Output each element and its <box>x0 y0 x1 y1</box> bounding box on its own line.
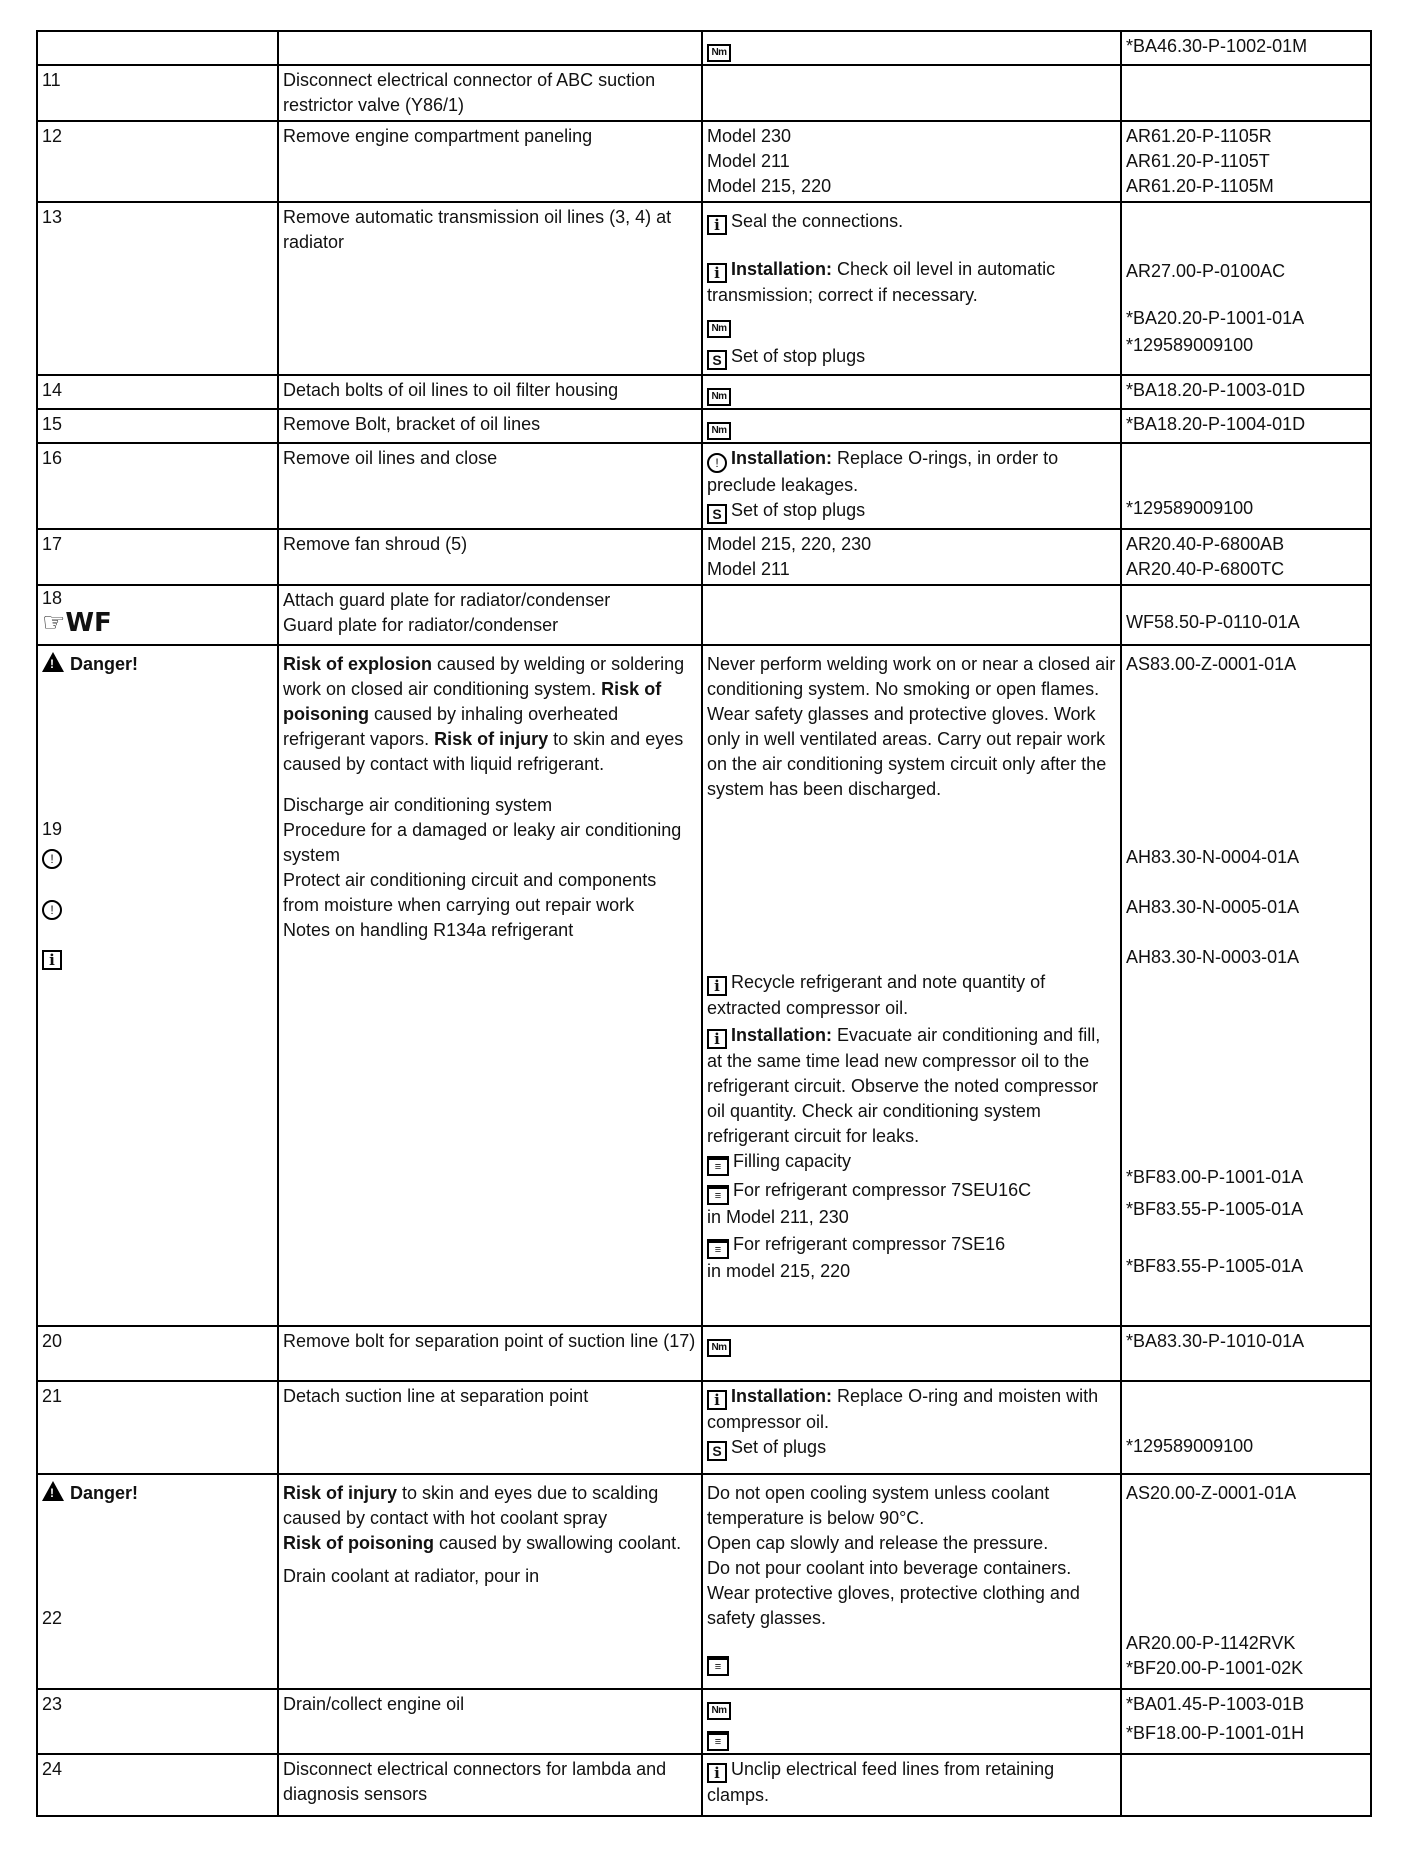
ref-cell <box>1121 529 1371 585</box>
installation-label: Installation: <box>731 259 833 279</box>
info-icon: i <box>42 950 62 970</box>
ref-text[interactable]: AR61.20-P-1105T <box>1126 151 1270 171</box>
table-row <box>37 529 1371 585</box>
ref-text[interactable]: *BF18.00-P-1001-01H <box>1126 1723 1305 1743</box>
operation-text: Procedure for a damaged or leaky air conditioning system <box>283 820 682 865</box>
ref-cell <box>1121 645 1371 1326</box>
model-note: Model 215, 220, 230 <box>707 534 872 554</box>
danger-note: Do not pour coolant into beverage containers. <box>707 1558 1072 1578</box>
ref-cell <box>1121 1474 1371 1689</box>
danger-note: Open cap slowly and release the pressure. <box>707 1533 1049 1553</box>
table-row <box>37 409 1371 443</box>
torque-icon: Nm <box>707 44 731 62</box>
note-cell <box>702 645 1121 1326</box>
operation-cell: Remove engine compartment paneling <box>278 121 702 202</box>
note-cell <box>702 1754 1121 1816</box>
ref-text[interactable]: *129589009100 <box>1126 1436 1254 1456</box>
operation-cell: Remove Bolt, bracket of oil lines <box>278 409 702 443</box>
ref-text[interactable]: AR61.20-P-1105R <box>1126 126 1272 146</box>
operation-text: Drain coolant at radiator, pour in <box>283 1566 540 1586</box>
note-text: Set of stop plugs <box>731 500 866 520</box>
installation-label: Installation: <box>731 1386 833 1406</box>
note-text: Unclip electrical feed lines from retaining clamps. <box>707 1759 1055 1805</box>
risk-label: Risk of injury <box>434 729 549 749</box>
step-cell: 11 <box>37 65 278 121</box>
ref-text[interactable]: *BF20.00-P-1001-02K <box>1126 1658 1304 1678</box>
note-text: Filling capacity <box>733 1151 852 1171</box>
installation-label: Installation: <box>731 1025 833 1045</box>
operation-text: Protect air conditioning circuit and components from moisture when carrying out repair work <box>283 870 657 915</box>
operation-cell: Detach bolts of oil lines to oil filter housing <box>278 375 702 409</box>
table-row <box>37 1326 1371 1381</box>
step-cell: 16 <box>37 443 278 529</box>
note-text: Replace O-ring and moisten with compressor oil. <box>707 1386 1099 1432</box>
operation-cell <box>278 1474 702 1689</box>
torque-icon: Nm <box>707 388 731 406</box>
ref-text[interactable]: *BA20.20-P-1001-01A <box>1126 308 1305 328</box>
info-icon: i <box>707 1029 727 1049</box>
step-number: 19 <box>42 819 63 839</box>
operation-cell: Disconnect electrical connectors for lambda and diagnosis sensors <box>278 1754 702 1816</box>
risk-text: caused by inhaling overheated refrigerant vapors. <box>283 704 619 749</box>
table-row <box>37 375 1371 409</box>
note-text: Evacuate air conditioning and fill, at the same time lead new compressor oil to the refrigerant circuit. Observe the noted compressor oil quantity. Check air conditioning system refrigerant circuit for leaks. <box>707 1025 1101 1146</box>
ref-cell <box>1121 65 1371 121</box>
risk-label: Risk of injury <box>283 1483 398 1503</box>
note-text: Set of stop plugs <box>731 346 866 366</box>
operation-text: Discharge air conditioning system <box>283 795 553 815</box>
table-row <box>37 202 1371 375</box>
ref-cell[interactable]: *BA83.30-P-1010-01A <box>1121 1326 1371 1381</box>
special-tool-icon: S <box>707 504 727 524</box>
step-cell <box>37 1474 278 1689</box>
torque-icon: Nm <box>707 422 731 440</box>
ref-cell[interactable]: *BA18.20-P-1004-01D <box>1121 409 1371 443</box>
step-cell: 13 <box>37 202 278 375</box>
torque-icon: Nm <box>707 1339 731 1357</box>
note-text: Replace O-rings, in order to preclude leakages. <box>707 448 1059 495</box>
note-cell <box>702 529 1121 585</box>
risk-text: to skin and eyes due to scalding caused by contact with hot coolant spray <box>283 1483 659 1528</box>
ref-cell <box>1121 121 1371 202</box>
risk-label: Risk of poisoning <box>283 679 662 724</box>
step-cell: 24 <box>37 1754 278 1816</box>
operation-cell: Remove oil lines and close <box>278 443 702 529</box>
info-icon: i <box>707 1390 727 1410</box>
note-cell <box>702 409 1121 443</box>
ref-text[interactable]: AR20.00-P-1142RVK <box>1126 1633 1296 1653</box>
risk-text: to skin and eyes caused by contact with liquid refrigerant. <box>283 729 684 774</box>
ref-cell <box>1121 1689 1371 1754</box>
ref-cell <box>1121 202 1371 375</box>
table-row <box>37 121 1371 202</box>
step-cell: 20 <box>37 1326 278 1381</box>
operation-cell: Detach suction line at separation point <box>278 1381 702 1474</box>
note-cell <box>702 443 1121 529</box>
step-number: 18 <box>42 588 63 608</box>
step-cell <box>37 645 278 1326</box>
ref-text[interactable]: AH83.30-N-0003-01A <box>1126 947 1300 967</box>
model-note: Model 215, 220 <box>707 176 832 196</box>
table-row <box>37 1689 1371 1754</box>
operation-cell <box>278 585 702 645</box>
ref-text[interactable]: WF58.50-P-0110-01A <box>1126 612 1300 632</box>
ref-text[interactable]: AS83.00-Z-0001-01A <box>1126 654 1297 674</box>
step-cell <box>37 31 278 65</box>
ref-text[interactable]: *129589009100 <box>1126 498 1254 518</box>
danger-note: Never perform welding work on or near a closed air conditioning system. No smoking or open flames. Wear safety glasses and protective gloves. Work only in well ventilated areas. Carry out repair work on the air conditioning system circuit only after the system has been discharged. <box>707 654 1116 799</box>
ref-cell <box>1121 1381 1371 1474</box>
operation-cell: Remove automatic transmission oil lines (3, 4) at radiator <box>278 202 702 375</box>
step-cell <box>37 585 278 645</box>
ref-cell <box>1121 443 1371 529</box>
installation-label: Installation: <box>731 448 833 468</box>
work-flow-label: WF <box>65 608 112 638</box>
table-row <box>37 645 1371 1326</box>
note-cell <box>702 1474 1121 1689</box>
note-text: Recycle refrigerant and note quantity of extracted compressor oil. <box>707 972 1046 1018</box>
model-note: Model 230 <box>707 126 792 146</box>
operation-text: Attach guard plate for radiator/condenser <box>283 590 611 610</box>
ref-cell[interactable]: *BA18.20-P-1003-01D <box>1121 375 1371 409</box>
ref-cell <box>1121 1754 1371 1816</box>
torque-icon: Nm <box>707 1702 731 1720</box>
note-text: in model 215, 220 <box>707 1261 851 1281</box>
step-cell: 23 <box>37 1689 278 1754</box>
operation-text: Notes on handling R134a refrigerant <box>283 920 574 940</box>
operation-text: Guard plate for radiator/condenser <box>283 615 559 635</box>
model-note: Model 211 <box>707 559 790 579</box>
special-tool-icon: S <box>707 350 727 370</box>
table-row <box>37 1754 1371 1816</box>
info-icon: i <box>707 215 727 235</box>
ref-text[interactable]: *BF83.55-P-1005-01A <box>1126 1256 1304 1276</box>
hand-pointer-icon: ☞ <box>42 608 66 638</box>
step-cell: 21 <box>37 1381 278 1474</box>
ref-text[interactable]: AH83.30-N-0005-01A <box>1126 897 1300 917</box>
step-cell: 17 <box>37 529 278 585</box>
warning-circle-icon: ! <box>707 453 727 473</box>
note-cell <box>702 585 1121 645</box>
step-cell: 15 <box>37 409 278 443</box>
note-text: For refrigerant compressor 7SE16 <box>733 1234 1006 1254</box>
ref-cell <box>1121 31 1371 65</box>
note-cell <box>702 31 1121 65</box>
note-cell <box>702 1689 1121 1754</box>
ref-text[interactable]: *BA46.30-P-1002-01M <box>1126 36 1308 56</box>
operation-cell: Remove fan shroud (5) <box>278 529 702 585</box>
risk-text: caused by welding or soldering work on closed air conditioning system. <box>283 654 685 699</box>
note-cell <box>702 65 1121 121</box>
torque-icon: Nm <box>707 320 731 338</box>
ref-cell <box>1121 585 1371 645</box>
risk-text: caused by swallowing coolant. <box>439 1533 682 1553</box>
operation-cell: Disconnect electrical connector of ABC suction restrictor valve (Y86/1) <box>278 65 702 121</box>
note-text: Seal the connections. <box>731 211 904 231</box>
operation-cell <box>278 645 702 1326</box>
ref-text[interactable]: *BF83.00-P-1001-01A <box>1126 1167 1304 1187</box>
filling-capacity-icon: ≡ <box>707 1731 729 1751</box>
step-cell: 12 <box>37 121 278 202</box>
warning-circle-icon: ! <box>42 900 62 920</box>
note-cell <box>702 121 1121 202</box>
procedure-table <box>36 30 1372 1817</box>
ref-text[interactable]: AR61.20-P-1105M <box>1126 176 1274 196</box>
ref-text[interactable]: AR27.00-P-0100AC <box>1126 261 1286 281</box>
filling-capacity-icon: ≡ <box>707 1156 729 1176</box>
operation-cell: Remove bolt for separation point of suction line (17) <box>278 1326 702 1381</box>
model-note: Model 211 <box>707 151 790 171</box>
note-text: in Model 211, 230 <box>707 1207 849 1227</box>
info-icon: i <box>707 1763 727 1783</box>
danger-note: Do not open cooling system unless coolant temperature is below 90°C. <box>707 1483 1050 1528</box>
danger-label: Danger! <box>70 1483 139 1503</box>
table-row <box>37 443 1371 529</box>
note-text: For refrigerant compressor 7SEU16C <box>733 1180 1032 1200</box>
note-cell <box>702 375 1121 409</box>
ref-text[interactable]: AS20.00-Z-0001-01A <box>1126 1483 1297 1503</box>
danger-triangle-icon <box>42 652 64 672</box>
filling-capacity-icon: ≡ <box>707 1239 729 1259</box>
table-row <box>37 65 1371 121</box>
danger-label: Danger! <box>70 654 139 674</box>
ref-text[interactable]: AH83.30-N-0004-01A <box>1126 847 1300 867</box>
risk-label: Risk of explosion <box>283 654 433 674</box>
note-cell <box>702 1326 1121 1381</box>
ref-text[interactable]: *BA01.45-P-1003-01B <box>1126 1694 1305 1714</box>
table-row <box>37 1381 1371 1474</box>
table-row <box>37 31 1371 65</box>
warning-circle-icon: ! <box>42 849 62 869</box>
info-icon: i <box>707 263 727 283</box>
danger-triangle-icon <box>42 1481 64 1501</box>
operation-cell: Drain/collect engine oil <box>278 1689 702 1754</box>
filling-capacity-icon: ≡ <box>707 1656 729 1676</box>
table-row <box>37 1474 1371 1689</box>
special-tool-icon: S <box>707 1441 727 1461</box>
note-text: Check oil level in automatic transmission; correct if necessary. <box>707 259 1056 305</box>
step-cell: 14 <box>37 375 278 409</box>
ref-text[interactable]: *BF83.55-P-1005-01A <box>1126 1199 1304 1219</box>
note-text: Set of plugs <box>731 1437 827 1457</box>
ref-text[interactable]: AR20.40-P-6800TC <box>1126 559 1285 579</box>
risk-label: Risk of poisoning <box>283 1533 434 1553</box>
ref-text[interactable]: *129589009100 <box>1126 335 1254 355</box>
danger-note: Wear protective gloves, protective clothing and safety glasses. <box>707 1583 1080 1628</box>
note-cell <box>702 202 1121 375</box>
info-icon: i <box>707 976 727 996</box>
step-number: 22 <box>42 1608 63 1628</box>
ref-text[interactable]: AR20.40-P-6800AB <box>1126 534 1285 554</box>
note-cell <box>702 1381 1121 1474</box>
operation-cell <box>278 31 702 65</box>
table-row <box>37 585 1371 645</box>
filling-capacity-icon: ≡ <box>707 1185 729 1205</box>
